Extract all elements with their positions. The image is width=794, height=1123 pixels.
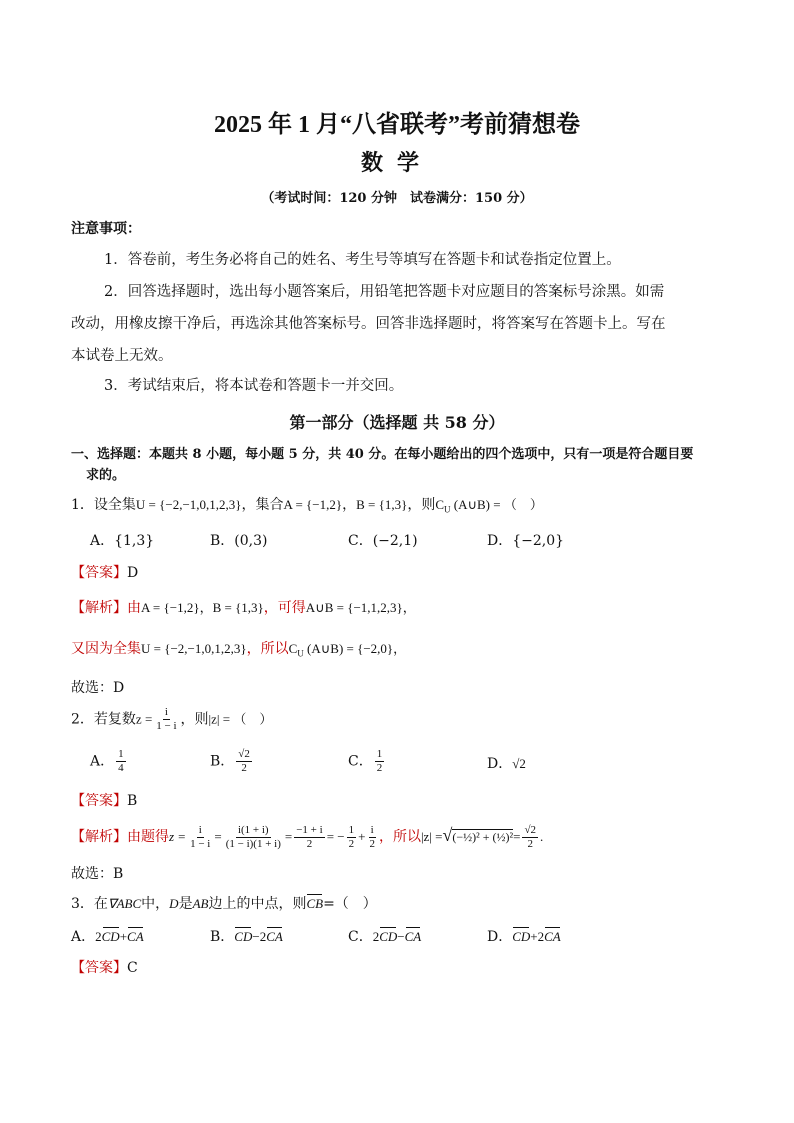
q3-option-b-label: B．	[210, 929, 235, 945]
q1-result: 故选：D	[71, 680, 125, 696]
question-1-stem	[71, 494, 543, 515]
q2-analysis-text-b: ，所以	[378, 829, 421, 845]
q1-analysis-math-b: A = {−1,2}，B = {1,3}	[141, 600, 264, 615]
answer-tag: 【答案】	[71, 793, 127, 809]
q3-vector-cb: CB	[306, 896, 324, 911]
q2-option-a-den: 4	[118, 762, 124, 774]
q2-option-a-fraction	[116, 748, 126, 775]
q2-f6-num: √2	[524, 823, 537, 836]
q3-option-d	[487, 926, 561, 946]
q1-analysis-text-c: ，可得	[263, 600, 306, 616]
answer-tag: 【答案】	[71, 960, 127, 976]
q3-option-c-v1: CD	[379, 929, 398, 944]
q2-plus: +	[358, 829, 366, 844]
q3-option-d-label: D．	[487, 929, 513, 945]
q2-analysis-frac-2	[224, 824, 283, 851]
q1-analysis2-math-b: U = {−2,−1,0,1,2,3}	[141, 641, 247, 656]
q2-analysis-frac-6	[522, 824, 538, 851]
question-2-stem	[71, 706, 272, 733]
q1-analysis2-text-a: 又因为全集	[71, 641, 141, 657]
q1-set-a: A = {−1,2}	[283, 497, 343, 512]
q2-option-d-value: √2	[512, 756, 526, 771]
q2-eq-3: =	[513, 829, 521, 844]
q1-text-a: 1．设全集	[71, 497, 136, 513]
q2-analysis	[71, 816, 543, 856]
q1-analysis-line-1	[71, 597, 416, 617]
q2-f4-num: 1	[348, 823, 355, 836]
q3-text-b: 中，	[141, 896, 170, 912]
q2-analysis-text-a: 由题得	[127, 829, 169, 845]
q2-eq-2: =	[284, 829, 293, 844]
analysis-tag: 【解析】	[71, 600, 127, 616]
part1-title: 第一部分（选择题 共 58 分）	[289, 413, 505, 432]
q2-answer	[71, 790, 137, 810]
q2-sqrt-body: (−½)² + (½)²	[452, 830, 514, 844]
q3-option-c-pre: 2	[372, 929, 380, 944]
q3-point-d: D	[169, 896, 179, 911]
q2-f3-den: 2	[306, 837, 313, 850]
q1-answer-value: D	[127, 565, 139, 581]
part1-instructions-line-2: 求的。	[86, 468, 126, 483]
q2-option-c-num: 1	[376, 748, 383, 760]
q3-option-d-coef: 2	[537, 929, 545, 944]
q2-eq-neg: = −	[326, 829, 345, 844]
q1-text-b: ，集合	[241, 497, 284, 513]
q2-z: z =	[135, 711, 153, 727]
q2-option-d	[487, 753, 526, 773]
q3-option-a	[71, 926, 144, 946]
q2-fraction-den: 1 − i	[156, 720, 177, 732]
q2-f5-num: i	[370, 823, 374, 836]
q1-analysis2-complement-symbol: C	[288, 641, 298, 656]
q2-analysis-frac-5	[367, 824, 377, 851]
q1-complement-symbol: C	[435, 497, 445, 512]
q2-text-a: 2．若复数	[71, 711, 136, 728]
q3-text-c: 是	[178, 896, 193, 912]
q3-option-d-v1: CD	[512, 929, 531, 944]
q2-analysis-frac-4	[347, 824, 357, 851]
q3-option-c-op: −	[397, 929, 405, 944]
q1-option-d: D．{−2,0}	[487, 533, 565, 549]
q3-option-a-v2: CA	[127, 929, 144, 944]
q3-option-a-v1: CD	[101, 929, 120, 944]
q2-option-d-label: D．	[487, 756, 513, 772]
q2-analysis-frac-1	[188, 824, 212, 851]
q3-text-a: 3．在	[71, 896, 108, 912]
notice-item-2-line-1: 2．回答选择题时，选出每小题答案后，用铅笔把答题卡对应题目的答案标号涂黑。如需	[104, 284, 665, 300]
q1-complement-expr	[435, 497, 543, 515]
q2-f5-den: 2	[369, 837, 375, 850]
q1-analysis-math-d: A∪B = {−1,1,2,3}，	[305, 600, 416, 615]
q3-triangle: ∇ABC	[107, 896, 142, 911]
q2-text-b: ，则	[180, 711, 209, 728]
q3-option-b	[210, 926, 283, 946]
q3-text-d: 边上的中点，则	[208, 896, 307, 912]
q3-option-b-op: −	[252, 929, 260, 944]
q3-text-e: =（ ）	[323, 896, 377, 912]
q1-set-b: B = {1,3}	[356, 497, 408, 512]
q2-fraction	[154, 706, 178, 733]
q1-analysis-text-a: 由	[127, 600, 141, 616]
q2-eq-1: =	[214, 829, 222, 844]
q1-complement-rest: (A∪B) = （ ）	[453, 497, 543, 512]
q2-f4-den: 2	[348, 837, 355, 850]
q2-option-c	[348, 748, 386, 775]
q1-universal-set: U = {−2,−1,0,1,2,3}	[135, 497, 242, 512]
q1-answer	[71, 562, 138, 582]
q2-f2-den: (1 − i)(1 + i)	[225, 837, 281, 850]
q2-result: 故选：B	[71, 866, 124, 882]
exam-title: 2025 年 1 月“八省联考”考前猜想卷	[214, 112, 580, 138]
q1-option-c: C．(−2,1)	[348, 533, 418, 549]
q2-f1-den: 1 − i	[190, 837, 211, 850]
q3-segment-ab: AB	[192, 896, 209, 911]
q1-analysis2-complement-rest: (A∪B) = {−2,0}，	[307, 641, 407, 656]
q2-option-b	[210, 748, 254, 775]
q3-option-a-op: +	[119, 929, 128, 944]
question-3-stem	[71, 893, 377, 913]
q2-f1-num: i	[198, 823, 202, 836]
q1-analysis2-text-c: ，所以	[246, 641, 289, 657]
q3-option-b-coef: 2	[259, 929, 267, 944]
q2-option-b-den: 2	[241, 762, 247, 774]
q2-f2-num: i(1 + i)	[237, 823, 269, 836]
q1-complement-subscript: U	[444, 504, 451, 515]
q2-answer-value: B	[127, 793, 138, 809]
q2-sqrt-sign: √	[442, 825, 453, 845]
notice-item-2-line-2: 改动，用橡皮擦干净后，再选涂其他答案标号。回答非选择题时，将答案写在答题卡上。写在	[71, 316, 666, 332]
q2-analysis-z: z =	[169, 829, 187, 844]
q3-answer	[71, 957, 138, 977]
q2-period: .	[540, 829, 544, 844]
q3-option-d-op: +	[530, 929, 538, 944]
notice-item-1: 1．答卷前，考生务必将自己的姓名、考生号等填写在答题卡和试卷指定位置上。	[104, 252, 621, 268]
q2-f3-num: −1 + i	[296, 823, 323, 836]
q2-abs-z: |z| =	[420, 829, 443, 844]
q2-option-c-label: C．	[348, 753, 373, 770]
q1-separator: ，	[342, 497, 357, 513]
subject-title: 数学	[360, 150, 433, 176]
notice-item-2-line-3: 本试卷上无效。	[71, 348, 173, 364]
q3-option-b-v2: CA	[266, 929, 283, 944]
q2-option-a-num: 1	[118, 748, 124, 760]
q2-analysis-frac-3	[294, 824, 324, 851]
exam-info: （考试时间：120 分钟 试卷满分：150 分）	[261, 191, 533, 206]
q2-option-b-label: B．	[210, 753, 235, 770]
answer-tag: 【答案】	[71, 565, 127, 581]
q1-text-c: ，则	[407, 497, 436, 513]
notice-heading: 注意事项：	[71, 221, 141, 237]
q1-analysis-line-2	[71, 638, 406, 659]
q3-option-c-v2: CA	[404, 929, 422, 944]
q2-option-c-fraction	[375, 748, 385, 775]
analysis-tag: 【解析】	[71, 829, 127, 845]
q2-option-b-fraction	[236, 748, 252, 775]
q2-f6-den: 2	[527, 837, 533, 850]
q3-option-b-v1: CD	[234, 929, 253, 944]
part1-instructions-line-1: 一、选择题：本题共 8 小题，每小题 5 分，共 40 分。在每小题给出的四个选项中，只有一项是符合题目要	[71, 447, 694, 462]
q1-option-a: A．{1,3}	[90, 533, 155, 549]
q2-option-b-num: √2	[238, 748, 250, 760]
q2-option-a-label: A．	[90, 753, 115, 770]
q3-option-a-label: A．	[71, 929, 96, 945]
q1-option-b: B．(0,3)	[210, 533, 268, 549]
q2-option-a	[90, 748, 128, 775]
q2-option-c-den: 2	[376, 762, 383, 774]
notice-item-3: 3．考试结束后，将本试卷和答题卡一并交回。	[104, 378, 404, 394]
q3-option-c-label: C．	[348, 929, 373, 945]
q2-fraction-num: i	[164, 706, 168, 718]
q3-option-d-v2: CA	[544, 929, 561, 944]
q2-abs-expr: |z| = （ ）	[208, 711, 273, 727]
q1-analysis2-complement	[288, 641, 407, 659]
q3-option-a-pre: 2	[95, 929, 102, 944]
q1-analysis2-complement-subscript: U	[297, 648, 304, 659]
q3-option-c	[348, 926, 421, 946]
q3-answer-value: C	[127, 960, 138, 976]
